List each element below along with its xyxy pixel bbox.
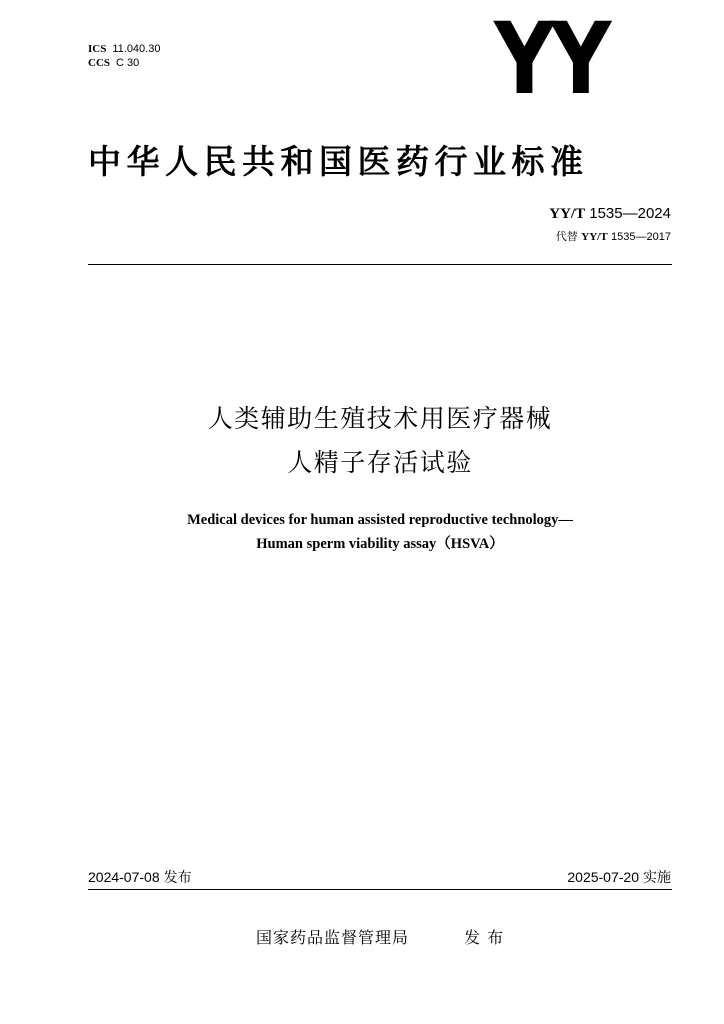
replaces-number: 1535—2017 xyxy=(611,231,671,243)
replaces-note xyxy=(556,230,671,244)
ics-label: ICS xyxy=(88,43,107,55)
ccs-value: C 30 xyxy=(116,57,140,69)
issued-date-value: 2024-07-08 xyxy=(88,869,160,885)
title-cn-line1: 人类辅助生殖技术用医疗器械 xyxy=(207,404,553,433)
header-divider xyxy=(88,264,672,265)
standard-category-title: 中华人民共和国医药行业标准 xyxy=(88,142,589,181)
effective-label: 实施 xyxy=(643,870,671,886)
title-cn-line2: 人精子存活试验 xyxy=(287,448,473,477)
footer-divider xyxy=(88,889,672,890)
issuer-name: 国家药品监督管理局 xyxy=(256,928,410,947)
replaces-prefix: 代替 xyxy=(555,230,578,243)
standard-code: YY/T xyxy=(549,206,586,222)
issuer-action: 发 布 xyxy=(464,928,505,947)
issued-label: 发布 xyxy=(163,870,192,886)
standard-number-value: 1535—2024 xyxy=(589,205,671,222)
ics-code xyxy=(88,42,160,56)
ics-value: 11.040.30 xyxy=(112,43,161,55)
title-en-line1: Medical devices for human assisted reproductive technology— xyxy=(187,512,573,528)
effective-date-value: 2025-07-20 xyxy=(567,869,639,885)
replaces-code: YY/T xyxy=(581,231,608,243)
ccs-label: CCS xyxy=(88,57,111,69)
standard-number xyxy=(549,205,671,223)
yy-logo: YY xyxy=(494,2,607,118)
issued-date xyxy=(88,868,192,887)
ccs-code xyxy=(88,56,139,70)
effective-date xyxy=(567,868,671,887)
title-en-line2: Human sperm viability assay（HSVA） xyxy=(256,536,504,552)
